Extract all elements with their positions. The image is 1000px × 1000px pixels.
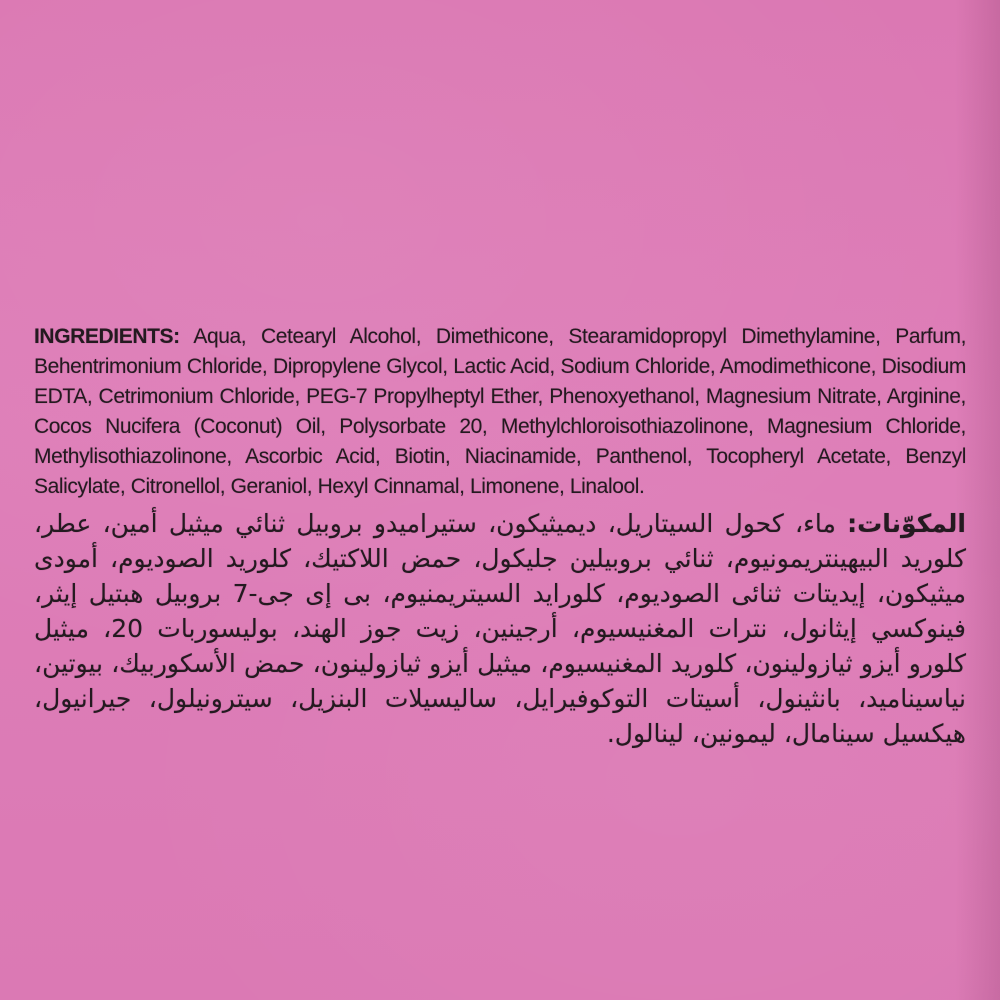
ingredients-heading-arabic: المكوّنات: xyxy=(847,509,966,538)
ingredients-text-arabic: ماء، كحول السيتاريل، ديميثيكون، ستيراميدو بروبيل ثنائي ميثيل أمين، عطر، كلوريد البيهينتريمونيوم، ثنائي بروبيلين جليكول، حمض اللاكتيك، كلوريد الصوديوم، أمودى ميثيكون، إيديتات ثنائى الصوديوم، كلورايد السيتريمنيوم، بى إى جى-7 بروبيل هبتيل إيثر، فينوكسي إيثانول، نترات المغنيسيوم، أرجينين، زيت جوز الهند، بوليسوربات 20، ميثيل كلورو أيزو ثيازولينون، كلوريد المغنيسيوم، ميثيل أيزو ثيازولينون، حمض الأسكوربيك، بيوتين، نياسيناميد، بانثينول، أسيتات التوكوفيرايل، ساليسيلات البنزيل، سيترونيلول، جيرانيول، هيكسيل سينامال، ليمونين، لينالول. xyxy=(34,509,966,748)
ingredients-heading-english: INGREDIENTS: xyxy=(34,325,180,348)
ingredients-paragraph-english xyxy=(34,322,966,502)
ingredients-section xyxy=(34,322,966,751)
ingredients-paragraph-arabic xyxy=(34,506,966,751)
ingredients-text-english: Aqua, Cetearyl Alcohol, Dimethicone, Stearamidopropyl Dimethylamine, Parfum, Behentrimonium Chloride, Dipropylene Glycol, Lactic Acid, Sodium Chloride, Amodimethicone, Disodium EDTA, Cetrimonium Chloride, PEG-7 Propylheptyl Ether, Phenoxyethanol, Magnesium Nitrate, Arginine, Cocos Nucifera (Coconut) Oil, Polysorbate 20, Methylchloroisothiazolinone, Magnesium Chloride, Methylisothiazolinone, Ascorbic Acid, Biotin, Niacinamide, Panthenol, Tocopheryl Acetate, Benzyl Salicylate, Citronellol, Geraniol, Hexyl Cinnamal, Limonene, Linalool. xyxy=(34,325,967,498)
